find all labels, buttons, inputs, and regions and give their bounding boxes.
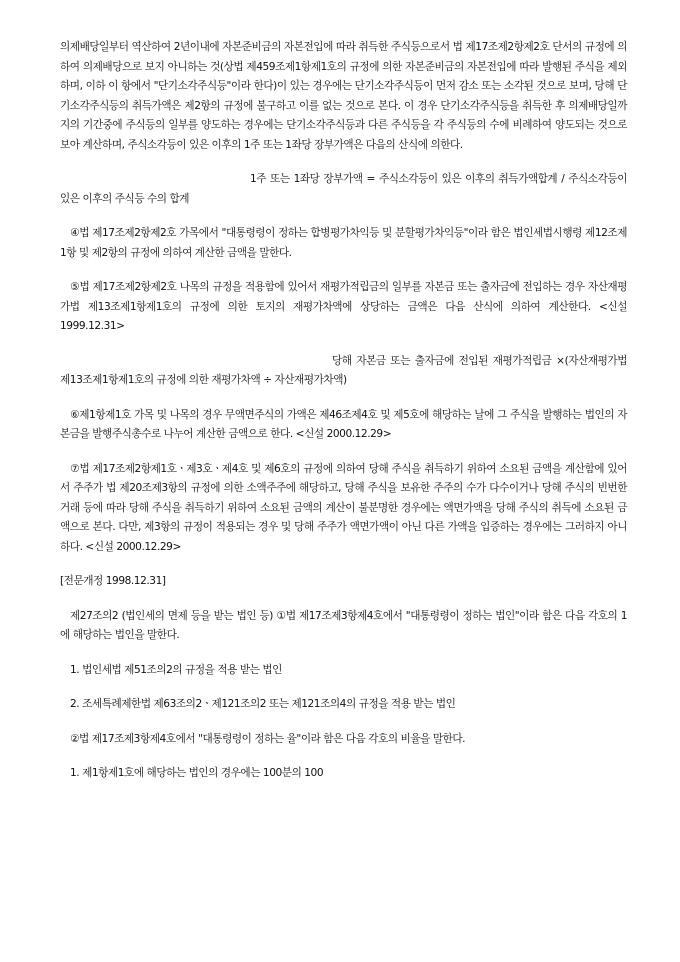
paragraph-clause-2: ②법 제17조제3항제4호에서 "대통령령이 정하는 율"이라 함은 다음 각호의 비율을 말한다. <box>70 732 466 745</box>
paragraph-clause-4: ④법 제17조제2항제2호 가목에서 "대통령령이 정하는 합병평가차익등 및 분할평가차익등"이라 함은 법인세법시행령 제12조제1항 및 제2항의 규정에 의하여 계산한 금액을 말한다. <box>60 227 627 259</box>
article-27-2-heading: 제27조의2 (법인세의 면제 등을 받는 법인 등) ①법 제17조제3항제4호에서 "대통령령이 정하는 법인"이라 함은 다음 각호의 1에 해당하는 법인을 말한다. <box>60 609 627 641</box>
amendment-note: [전문개정 1998.12.31] <box>60 575 166 587</box>
formula-book-value-per-share: 1주 또는 1좌당 장부가액 = 주식소각등이 있은 이후의 취득가액합계 / 주식소각등이 있은 이후의 주식등 수의 합계 <box>60 173 627 205</box>
list-item: 2. 조세특례제한법 제63조의2ㆍ제121조의2 또는 제121조의4의 규정을 적용 받는 법인 <box>70 698 456 710</box>
paragraph-clause-5: ⑤법 제17조제2항제2호 나목의 규정을 적용함에 있어서 재평가적립금의 일부를 자본금 또는 출자금에 전입하는 경우 자산재평가법 제13조제1항제1호의 규정에 의한 토지의 재평가차액에 상당하는 금액은 다음 산식에 의하여 계산한다. <신설 1999.12.31> <box>60 281 627 332</box>
paragraph-short-term-cancelled-shares: 의제배당일부터 역산하여 2년이내에 자본준비금의 자본전입에 따라 취득한 주식등으로서 법 제17조제2항제2호 단서의 규정에 의하여 의제배당으로 보지 아니하는 것(상법 제459조제1항제1호의 규정에 의한 자본준비금의 자본전입에 따라 발행된 주식을 제외하며, 이하 이 항에서 "단기소각주식등"이라 한다)이 있는 경우에는 단기소각주식등이 먼저 감소 또는 소각된 것으로 보며, 당해 단기소각주식등의 취득가액은 제2항의 규정에 불구하고 이를 없는 것으로 본다. 이 경우 단기소각주식등을 취득한 후 의제배당일까지의 기간중에 주식등의 일부를 양도하는 경우에는 단기소각주식등과 다른 주식등을 각 주식등의 수에 비례하여 양도되는 것으로 보아 계산하며, 주식소각등이 있은 이후의 1주 또는 1좌당 장부가액은 다음의 산식에 의한다. <box>60 41 627 151</box>
formula-revaluation-difference: 당해 자본금 또는 출자금에 전입된 재평가적립금 ×(자산재평가법 제13조제1항제1호의 규정에 의한 재평가차액 ÷ 자산재평가차액) <box>60 354 627 386</box>
document-body <box>60 38 627 784</box>
paragraph-clause-7: ⑦법 제17조제2항제1호ㆍ제3호ㆍ제4호 및 제6호의 규정에 의하여 당해 주식을 취득하기 위하여 소요된 금액을 계산함에 있어서 주주가 법 제20조제3항의 규정에 의한 소액주주에 해당하고, 당해 주식을 보유한 주주의 수가 다수이거나 당해 주식의 빈번한 거래 등에 따라 당해 주식을 취득하기 위하여 소요된 금액의 계산이 불분명한 경우에는 액면가액을 당해 주식의 취득에 소요된 금액으로 본다. 다만, 제3항의 규정이 적용되는 경우 및 당해 주주가 액면가액이 아닌 다른 가액을 입증하는 경우에는 그러하지 아니하다. <신설 2000.12.29> <box>60 462 627 553</box>
paragraph-clause-6: ⑥제1항제1호 가목 및 나목의 경우 무액면주식의 가액은 제46조제4호 및 제5호에 해당하는 날에 그 주식을 발행하는 법인의 자본금을 발행주식총수로 나누어 계산한 금액으로 한다. <신설 2000.12.29> <box>60 408 627 440</box>
list-item: 1. 제1항제1호에 해당하는 법인의 경우에는 100분의 100 <box>70 767 324 779</box>
list-item: 1. 법인세법 제51조의2의 규정을 적용 받는 법인 <box>70 663 282 676</box>
